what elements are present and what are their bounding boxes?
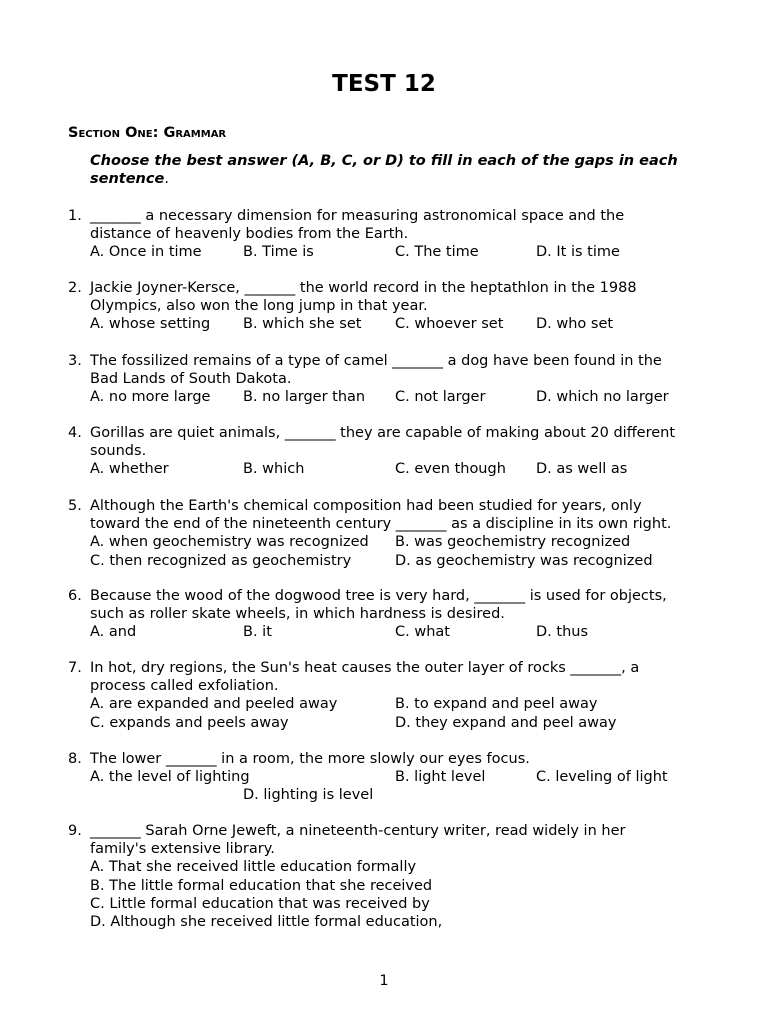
question-8	[68, 750, 718, 805]
question-stem-line: Olympics, also won the long jump in that year.	[90, 298, 428, 315]
question-stem-line: The fossilized remains of a type of camel _______ a dog have been found in the	[90, 353, 662, 369]
option-a[interactable]: A. and	[90, 624, 137, 641]
question-9	[68, 822, 718, 931]
question-number: 1.	[68, 208, 82, 224]
option-c[interactable]: C. Little formal education that was received by	[90, 895, 430, 912]
option-d[interactable]: D. as well as	[536, 461, 628, 478]
answer-options	[90, 768, 718, 786]
page-title: TEST 12	[332, 71, 436, 97]
question-stem-line: toward the end of the nineteenth century _______ as a discipline in its own right.	[90, 516, 672, 533]
question-7	[68, 659, 718, 732]
question-stem-line: process called exfoliation.	[90, 678, 279, 695]
option-b[interactable]: B. light level	[395, 769, 486, 786]
question-stem-line: In hot, dry regions, the Sun's heat causes the outer layer of rocks _______, a	[90, 660, 640, 676]
option-a[interactable]: A. That she received little education formally	[90, 859, 417, 876]
option-a[interactable]: A. the level of lighting	[90, 769, 250, 786]
question-number: 3.	[68, 353, 82, 369]
question-stem-line: _______ Sarah Orne Jeweft, a nineteenth-century writer, read widely in her	[90, 823, 626, 839]
option-b[interactable]: B. it	[243, 624, 272, 641]
question-stem-line: such as roller skate wheels, in which hardness is desired.	[90, 606, 505, 623]
option-c[interactable]: C. not larger	[395, 389, 486, 406]
question-6	[68, 587, 718, 642]
question-stem-line: Gorillas are quiet animals, _______ they are capable of making about 20 different	[90, 425, 676, 441]
answer-options	[90, 388, 718, 406]
option-d[interactable]: D. which no larger	[536, 389, 669, 406]
question-number: 5.	[68, 498, 82, 514]
answer-options	[90, 533, 718, 569]
question-stem-line: _______ a necessary dimension for measuring astronomical space and the	[90, 208, 625, 224]
answer-options	[90, 623, 718, 641]
question-stem-line: Because the wood of the dogwood tree is very hard, _______ is used for objects,	[90, 588, 667, 604]
question-number: 4.	[68, 425, 82, 441]
option-c[interactable]: C. The time	[395, 244, 479, 261]
answer-options	[90, 243, 718, 261]
question-3	[68, 352, 718, 407]
option-d[interactable]: D. who set	[536, 316, 614, 333]
instruction-period: .	[164, 171, 169, 188]
option-d[interactable]: D. thus	[536, 624, 589, 641]
option-c[interactable]: C. then recognized as geochemistry	[90, 552, 352, 569]
question-stem-line: Although the Earth's chemical composition had been studied for years, only	[90, 498, 642, 514]
question-4	[68, 424, 718, 479]
option-c[interactable]: C. leveling of light	[536, 769, 668, 786]
question-stem-line: Bad Lands of South Dakota.	[90, 371, 292, 388]
option-a[interactable]: A. whose setting	[90, 316, 211, 333]
option-b[interactable]: B. Time is	[243, 244, 314, 261]
option-a[interactable]: A. no more large	[90, 389, 211, 406]
option-c[interactable]: C. what	[395, 624, 450, 641]
answer-options	[90, 460, 718, 478]
question-stem-line: distance of heavenly bodies from the Earth.	[90, 226, 409, 243]
question-5	[68, 497, 718, 570]
option-b[interactable]: B. no larger than	[243, 389, 366, 406]
answer-options	[90, 315, 718, 333]
section-instruction	[90, 152, 700, 188]
question-number: 8.	[68, 751, 82, 767]
question-1	[68, 207, 718, 262]
option-d[interactable]: D. Although she received little formal education,	[90, 914, 443, 931]
option-d[interactable]: D. they expand and peel away	[395, 714, 617, 731]
option-a[interactable]: A. whether	[90, 461, 169, 478]
question-number: 6.	[68, 588, 82, 604]
answer-options-row2	[90, 786, 718, 804]
option-d[interactable]: D. It is time	[536, 244, 620, 261]
section-heading: Section One: Grammar	[68, 125, 227, 141]
question-number: 7.	[68, 660, 82, 676]
question-stem-line: family's extensive library.	[90, 841, 275, 858]
answer-options	[90, 695, 718, 731]
question-stem-line: sounds.	[90, 443, 147, 460]
option-d[interactable]: D. as geochemistry was recognized	[395, 552, 653, 569]
question-stem-line: The lower _______ in a room, the more slowly our eyes focus.	[90, 751, 530, 767]
question-2	[68, 279, 718, 334]
option-a[interactable]: A. Once in time	[90, 244, 202, 261]
question-stem-line: Jackie Joyner-Kersce, _______ the world record in the heptathlon in the 1988	[90, 280, 637, 296]
option-a[interactable]: A. when geochemistry was recognized	[90, 534, 369, 551]
option-b[interactable]: B. which she set	[243, 316, 362, 333]
option-d[interactable]: D. lighting is level	[243, 787, 374, 804]
question-number: 2.	[68, 280, 82, 296]
option-b[interactable]: B. which	[243, 461, 305, 478]
option-c[interactable]: C. even though	[395, 461, 506, 478]
option-b[interactable]: B. The little formal education that she received	[90, 877, 433, 894]
option-a[interactable]: A. are expanded and peeled away	[90, 696, 338, 713]
instruction-text: Choose the best answer (A, B, C, or D) to fill in each of the gaps in each sentence	[90, 153, 678, 188]
question-number: 9.	[68, 823, 82, 839]
option-b[interactable]: B. was geochemistry recognized	[395, 534, 631, 551]
option-b[interactable]: B. to expand and peel away	[395, 696, 598, 713]
option-c[interactable]: C. whoever set	[395, 316, 504, 333]
page-number: 1	[379, 973, 389, 989]
option-c[interactable]: C. expands and peels away	[90, 714, 289, 731]
